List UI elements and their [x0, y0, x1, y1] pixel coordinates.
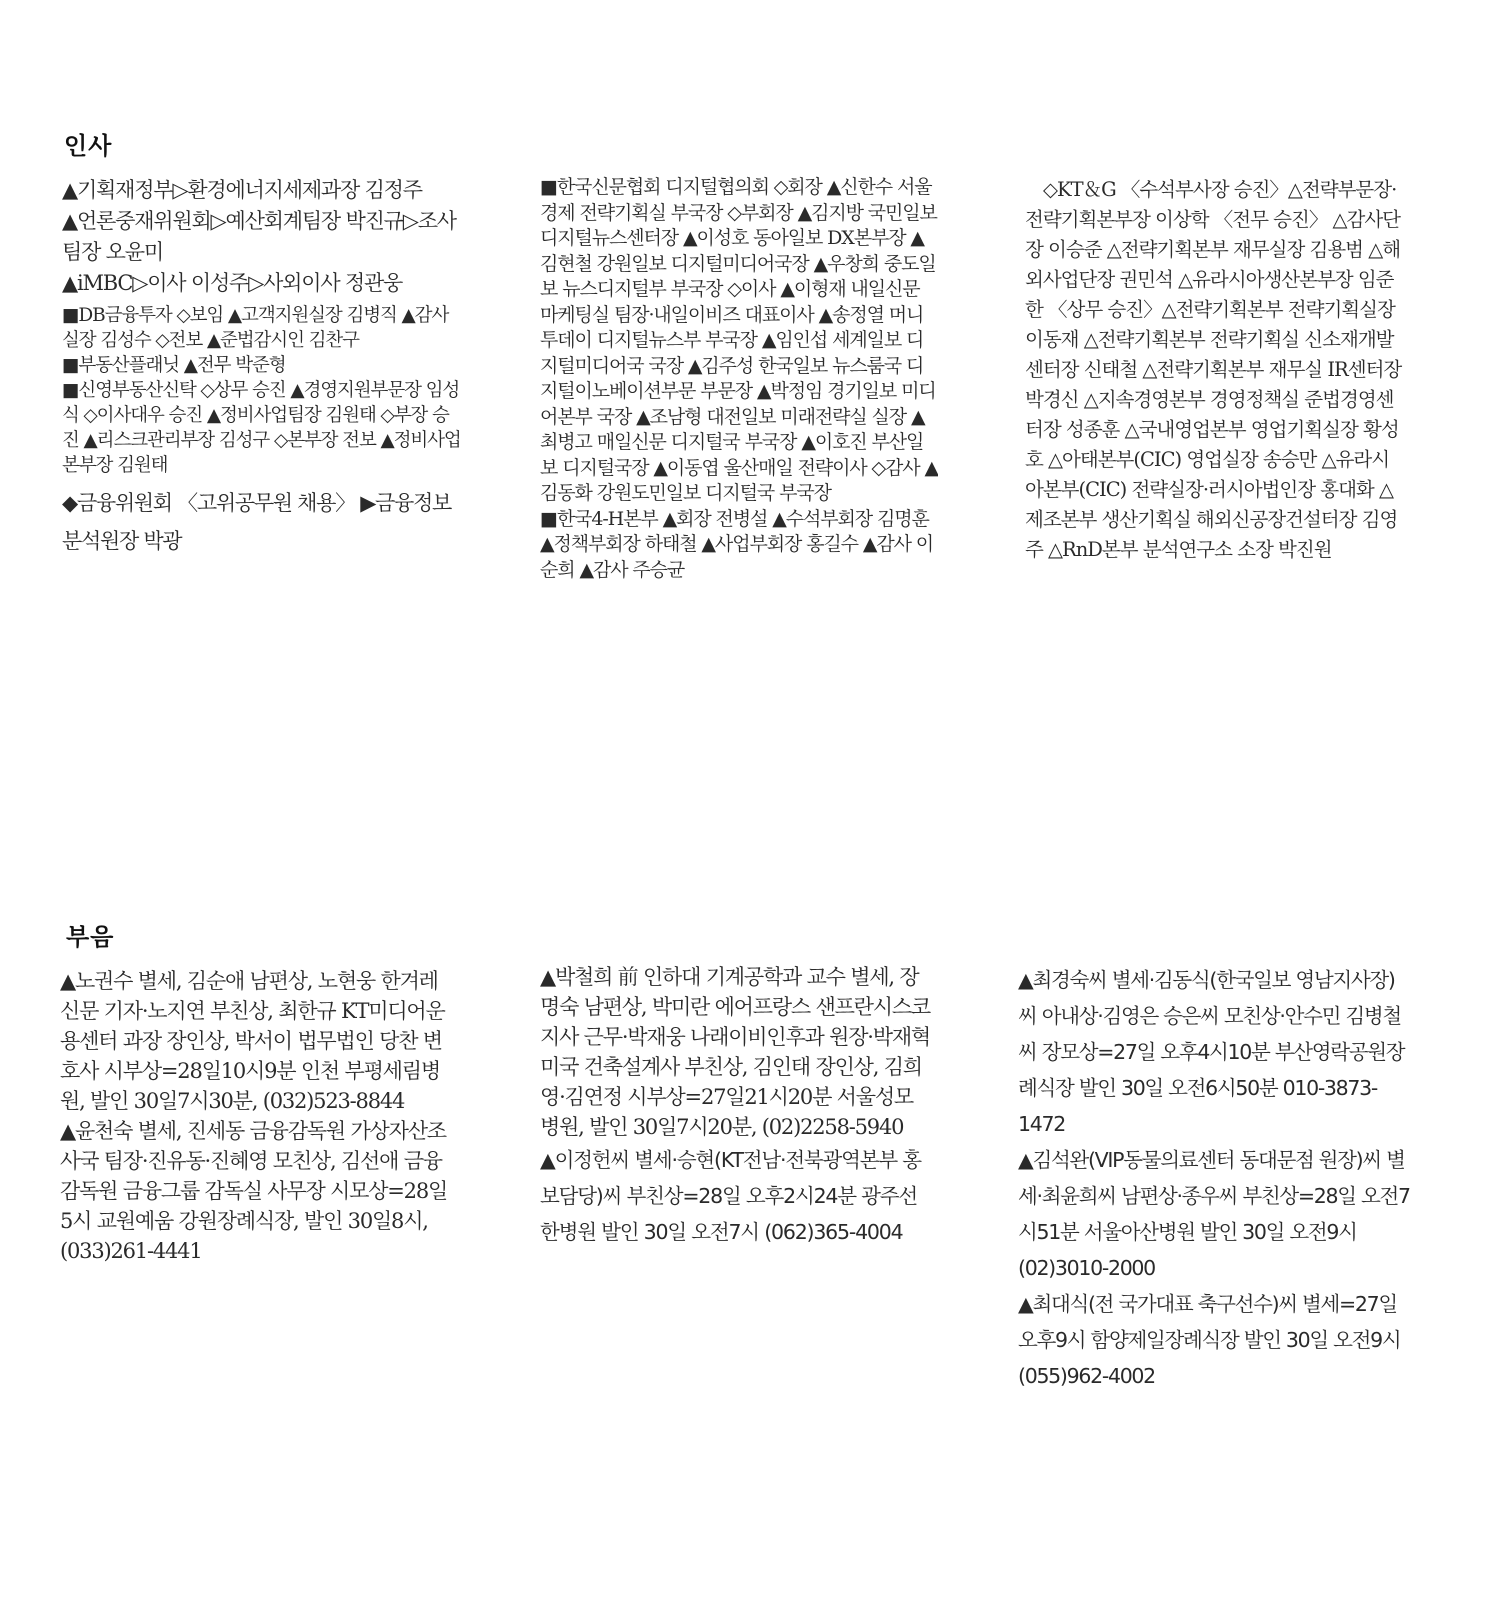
obituary-entry: ▲박철희 前 인하대 기계공학과 교수 별세, 장명숙 남편상, 박미란 에어프랑스 샌프란시스코 지사 근무·박재웅 나래이비인후과 원장·박재혁 미국 건축설계사 부친상, 김인태 장인상, 김희영·김연정 시부상=27일21시20분 서울성모병원, 발인 30일7시20분, (02)2258-5940 — [540, 965, 931, 1139]
obituary-entry: ▲노권수 별세, 김순애 남편상, 노현웅 한겨레신문 기자·노지연 부친상, 최한규 KT미디어운용센터 과장 장인상, 박서이 법무법인 당찬 변호사 시부상=28일10시9분 인천 부평세림병원, 발인 30일7시30분, (032)523-8844 — [60, 969, 445, 1113]
personnel-entry: ■신영부동산신탁 ◇상무 승진 ▲경영지원부문장 임성식 ◇이사대우 승진 ▲정비사업팀장 김원태 ◇부장 승진 ▲리스크관리부장 김성구 ◇본부장 전보 ▲정비사업본부장 김원태 — [62, 380, 461, 476]
personnel-column-3 — [1025, 175, 1403, 565]
obituary-column-1 — [60, 966, 452, 1306]
personnel-entry: ◆금융위원회 〈고위공무원 채용〉 ▶금융정보분석원장 박광 — [62, 491, 452, 553]
personnel-entry: ■부동산플래닛 ▲전무 박준형 — [62, 355, 286, 376]
personnel-entry: ■DB금융투자 ◇보임 ▲고객지원실장 김병직 ▲감사실장 김성수 ◇전보 ▲준법감시인 김찬구 — [62, 305, 449, 351]
personnel-entry: ■한국신문협회 디지털협의회 ◇회장 ▲신한수 서울경제 전략기획실 부국장 ◇부회장 ▲김지방 국민일보 디지털뉴스센터장 ▲이성호 동아일보 DX본부장 ▲김현철 강원일보 디지털미디어국장 ▲우창희 중도일보 뉴스디지털부 부국장 ◇이사 ▲이형재 내일신문 마케팅실 팀장·내일이비즈 대표이사 ▲송정열 머니투데이 디지털뉴스부 부국장 ▲임인섭 세계일보 디지털미디어국 국장 ▲김주성 한국일보 뉴스룸국 디지털이노베이션부문 부문장 ▲박정임 경기일보 미디어본부 국장 ▲조남형 대전일보 미래전략실 실장 ▲최병고 매일신문 디지털국 부국장 ▲이호진 부산일보 디지털국장 ▲이동엽 울산매일 전략이사 ◇감사 ▲김동화 강원도민일보 디지털국 부국장 — [540, 176, 938, 504]
personnel-entry: ◇KT＆G 〈수석부사장 승진〉△전략부문장·전략기획본부장 이상학 〈전무 승진〉 △감사단장 이승준 △전략기획본부 재무실장 김용범 △해외사업단장 권민석 △유라시아생산본부장 임준한 〈상무 승진〉△전략기획본부 전략기획실장 이동재 △전략기획본부 전략기획실 신소재개발센터장 신태철 △전략기획본부 재무실 IR센터장 박경신 △지속경영본부 경영정책실 준법경영센터장 성종훈 △국내영업본부 영업기획실장 황성호 △아태본부(CIC) 영업실장 송승만 △유라시아본부(CIC) 전략실장·러시아법인장 홍대화 △제조본부 생산기획실 해외신공장건설터장 김영주 △RnD본부 분석연구소 소장 박진원 — [1025, 178, 1402, 561]
personnel-entry: ■한국4-H본부 ▲회장 전병설 ▲수석부회장 김명훈 ▲정책부회장 하태철 ▲사업부회장 홍길수 ▲감사 이순희 ▲감사 주승균 — [540, 507, 934, 581]
personnel-column-2 — [540, 175, 938, 610]
obituary-entry: ▲이정헌씨 별세·승현(KT전남·전북광역본부 홍보담당)씨 부친상=28일 오후2시24분 광주선한병원 발인 30일 오전7시 (062)365-4004 — [540, 1148, 921, 1244]
personnel-entry: ▲언론중재위원회▷예산회계팀장 박진규▷조사팀장 오윤미 — [62, 209, 456, 264]
personnel-section-title: 인사 — [64, 132, 113, 160]
obituary-entry: ▲최경숙씨 별세·김동식(한국일보 영남지사장)씨 아내상·김영은 승은씨 모친상·안수민 김병철씨 장모상=27일 오후4시10분 부산영락공원장례식장 발인 30일 오전6시50분 010-3873-1472 — [1018, 968, 1405, 1136]
personnel-entry: ▲iMBC▷이사 이성주▷사외이사 정관웅 — [62, 271, 403, 295]
obituary-column-3 — [1018, 962, 1410, 1392]
obituary-entry: ▲윤천숙 별세, 진세동 금융감독원 가상자산조사국 팀장·진유동·진혜영 모친상, 김선애 금융감독원 금융그룹 감독실 사무장 시모상=28일5시 교원예움 강원장례식장, 발인 30일8시, (033)261-4441 — [60, 1119, 448, 1263]
personnel-entry: ▲기획재정부▷환경에너지세제과장 김정주 — [62, 178, 422, 202]
obituary-column-2 — [540, 962, 932, 1292]
obituary-entry: ▲최대식(전 국가대표 축구선수)씨 별세=27일 오후9시 함양제일장례식장 발인 30일 오전9시 (055)962-4002 — [1018, 1292, 1401, 1388]
obituary-entry: ▲김석완(VIP동물의료센터 동대문점 원장)씨 별세·최윤희씨 남편상·종우씨 부친상=28일 오전7시51분 서울아산병원 발인 30일 오전9시 (02)3010-2000 — [1018, 1148, 1410, 1280]
personnel-column-1 — [62, 175, 462, 555]
obituary-section-title: 부음 — [66, 923, 115, 951]
